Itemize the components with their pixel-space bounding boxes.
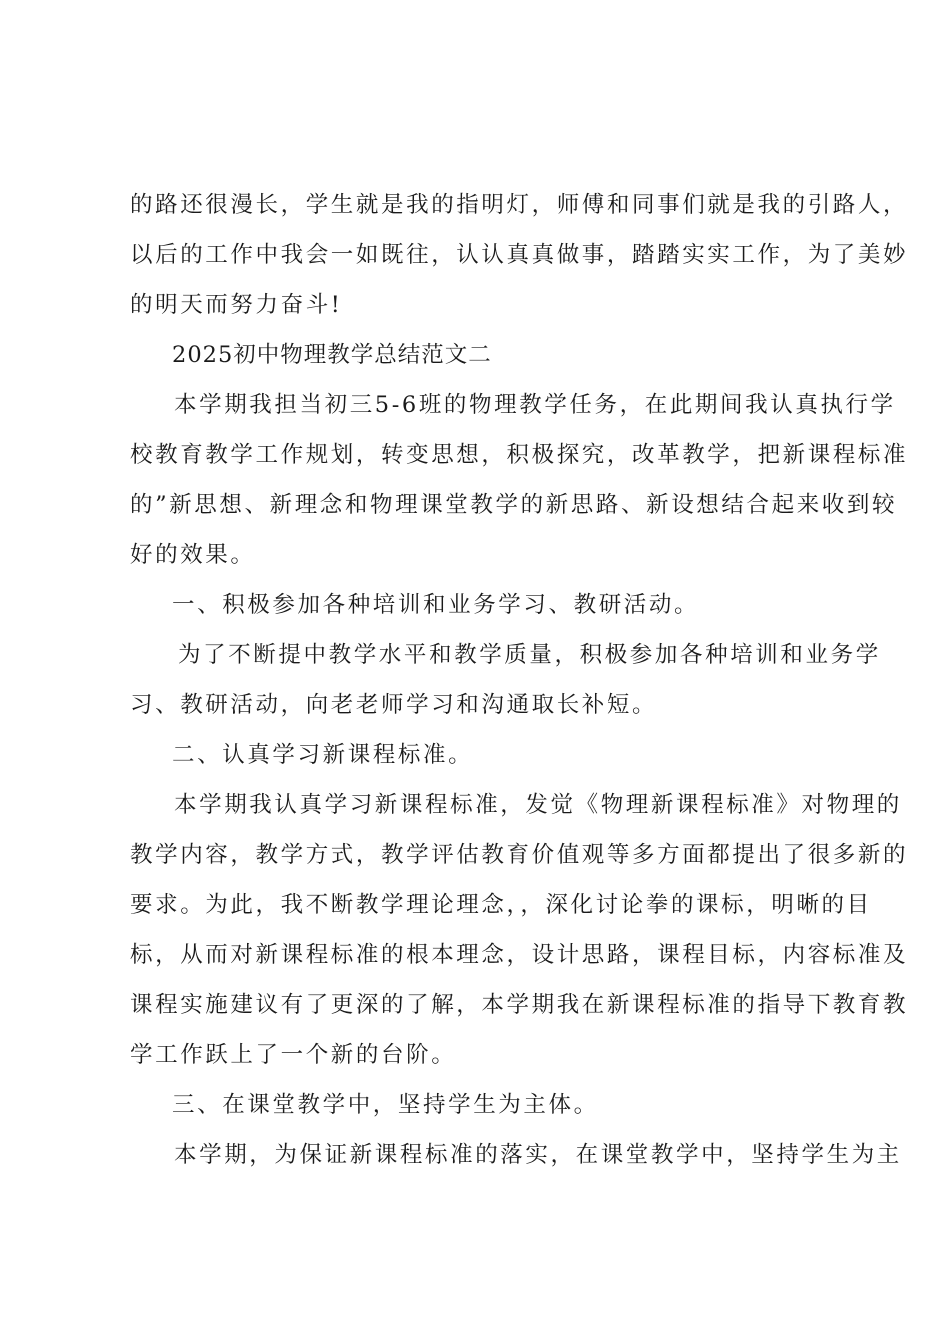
section-title: 2025初中物理教学总结范文二 (172, 342, 492, 368)
paragraph-line: 的路还很漫长，学生就是我的指明灯，师傅和同事们就是我的引路人， (130, 192, 909, 218)
paragraph-line: 教学内容，教学方式，教学评估教育价值观等多方面都提出了很多新的 (130, 842, 909, 868)
paragraph-line: 为了不断提中教学水平和教学质量，积极参加各种培训和业务学 (178, 642, 881, 668)
paragraph-line: 本学期，为保证新课程标准的落实，在课堂教学中，坚持学生为主 (174, 1142, 902, 1168)
paragraph-line: 本学期我担当初三5-6班的物理教学任务，在此期间我认真执行学 (174, 392, 896, 418)
paragraph-line: 课程实施建议有了更深的了解，本学期我在新课程标准的指导下教育教 (130, 992, 909, 1018)
section-heading: 三、在课堂教学中，坚持学生为主体。 (172, 1092, 599, 1118)
paragraph-line: 校教育教学工作规划，转变思想，积极探究，改革教学，把新课程标准 (130, 442, 909, 468)
paragraph-line: 要求。为此，我不断教学理论理念，，深化讨论拳的课标，明晰的目 (130, 892, 872, 918)
paragraph-line: 学工作跃上了一个新的台阶。 (130, 1042, 457, 1068)
section-heading: 一、积极参加各种培训和业务学习、教研活动。 (172, 592, 700, 618)
paragraph-line: 好的效果。 (130, 542, 256, 568)
paragraph-line: 习、教研活动，向老老师学习和沟通取长补短。 (130, 692, 658, 718)
paragraph-line: 以后的工作中我会一如既往，认认真真做事，踏踏实实工作，为了美妙 (130, 242, 909, 268)
paragraph-line: 标，从而对新课程标准的根本理念，设计思路，课程目标，内容标准及 (130, 942, 909, 968)
paragraph-line: 的明天而努力奋斗! (130, 292, 343, 318)
section-heading: 二、认真学习新课程标准。 (172, 742, 474, 768)
paragraph-line: 的”新思想、新理念和物理课堂教学的新思路、新设想结合起来收到较 (130, 492, 898, 518)
paragraph-line: 本学期我认真学习新课程标准，发觉《物理新课程标准》对物理的 (174, 792, 902, 818)
